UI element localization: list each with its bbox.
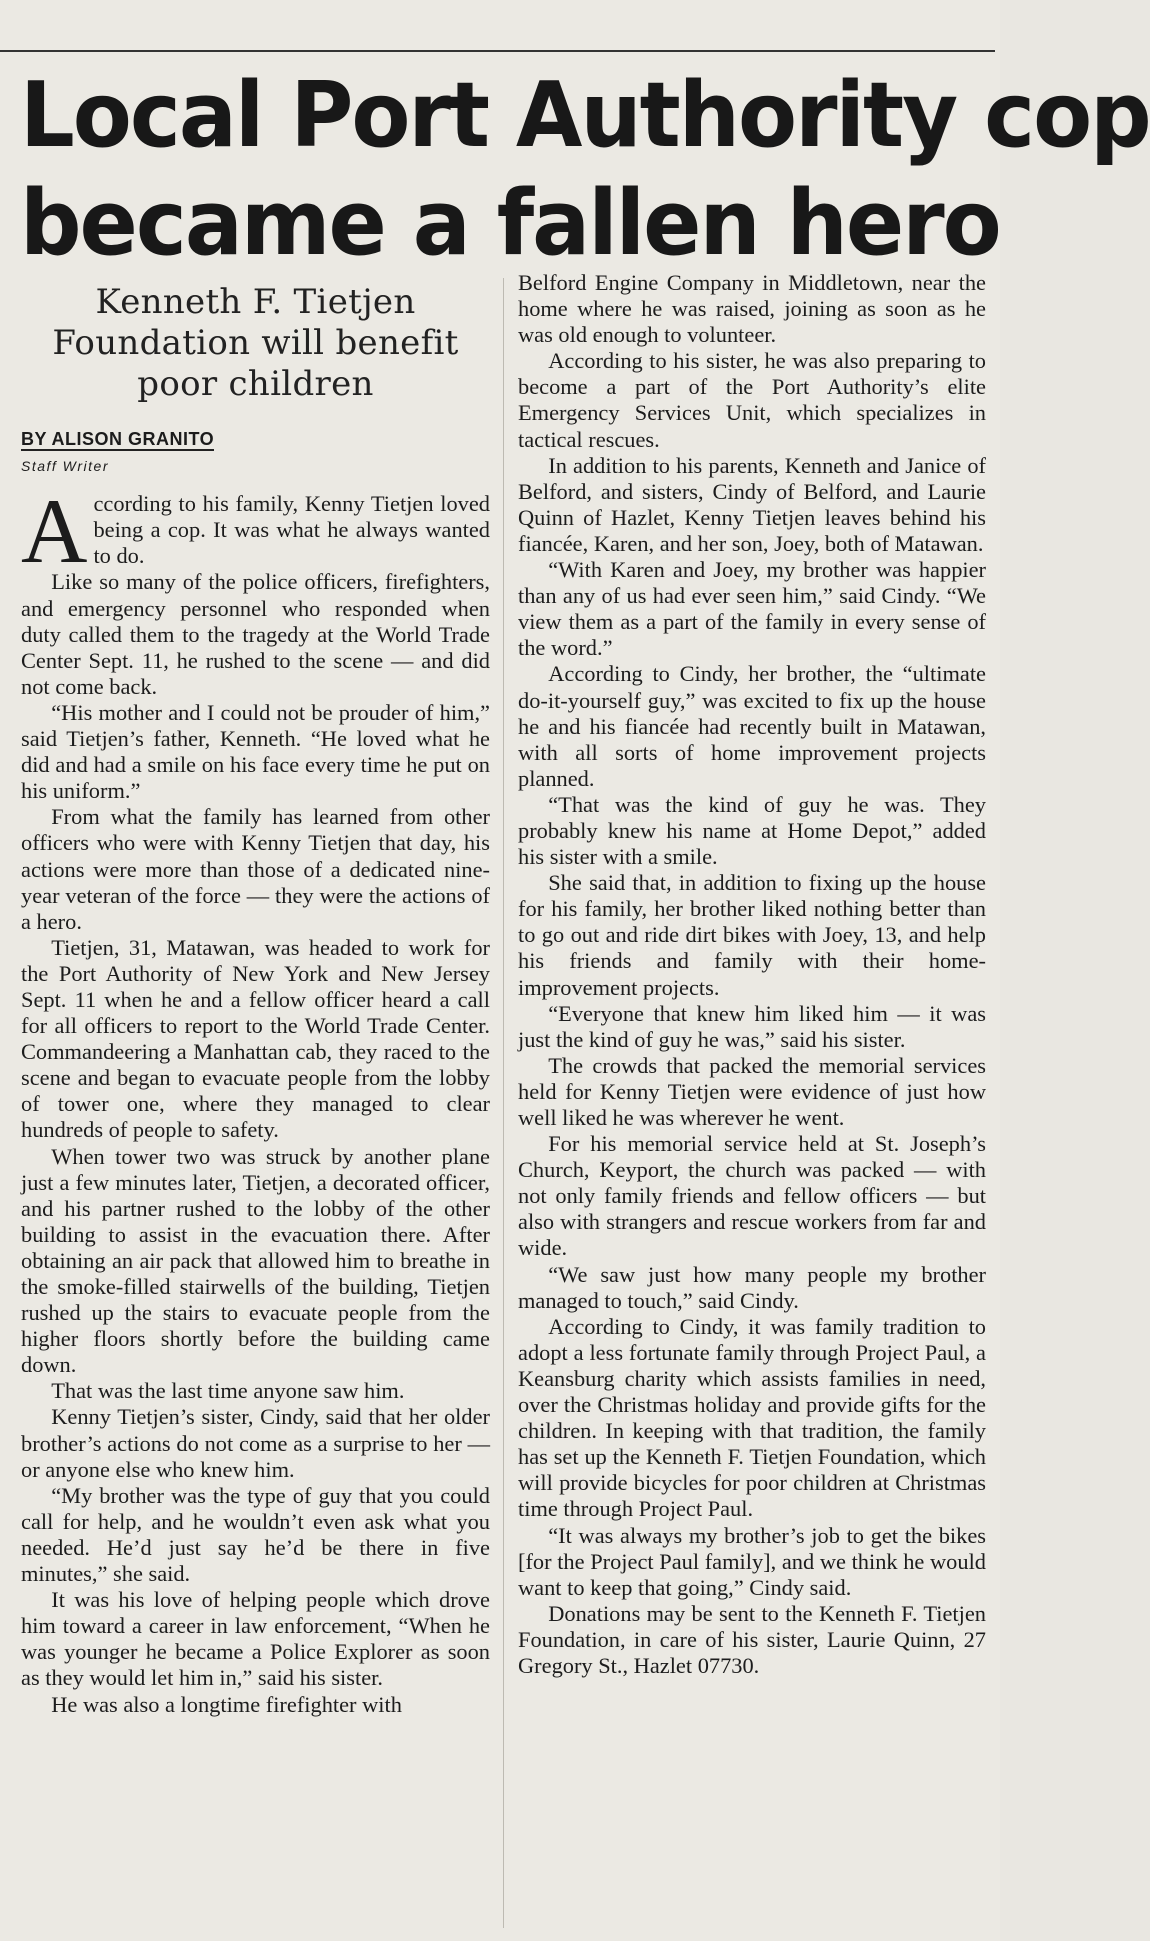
top-rule — [0, 50, 995, 52]
article-paragraph: That was the last time anyone saw him. — [51, 1378, 405, 1404]
left-column — [21, 274, 490, 1934]
article-paragraph: She said that, in addition to fixing up the house for his family, her brother liked nothing better than to go out and ride dirt bikes with Joey, 13, and help his friends and family with their home-improvement projects. — [518, 870, 986, 1000]
article-paragraph — [21, 480, 490, 583]
byline: BY ALISON GRANITO — [21, 429, 215, 449]
article-paragraph: Kenny Tietjen’s sister, Cindy, said that her older brother’s actions do not come as a surprise to her — or anyone else who knew him. — [21, 1404, 490, 1482]
article-paragraph: “With Karen and Joey, my brother was happier than any of us had ever seen him,” said Cindy. “We view them as a part of the family in every sense of the word.” — [518, 557, 986, 661]
article-paragraph: “My brother was the type of guy that you could call for help, and he wouldn’t even ask what you needed. He’d just say he’d be there in five minutes,” she said. — [21, 1482, 490, 1587]
byline-role: Staff Writer — [21, 458, 110, 475]
headline-line-1: Local Port Authority cop — [20, 63, 1150, 169]
article-paragraph: Donations may be sent to the Kenneth F. Tietjen Foundation, in care of his sister, Laurie Quinn, 27 Gregory St., Hazlet 07730. — [518, 1600, 986, 1678]
article-paragraph: Like so many of the police officers, firefighters, and emergency personnel who responded when duty called them to the tragedy at the World Trade Center Sept. 11, he rushed to the scene — and did not come back. — [21, 569, 490, 699]
paragraph-text: ccording to his family, Kenny Tietjen loved being a cop. It was what he always wanted to do. — [93, 491, 490, 569]
right-column — [518, 270, 986, 1930]
article-paragraph: “Everyone that knew him liked him — it was just the kind of guy he was,” said his sister. — [518, 1000, 986, 1052]
article-paragraph: In addition to his parents, Kenneth and Janice of Belford, and sisters, Cindy of Belford, and Laurie Quinn of Hazlet, Kenny Tietjen leaves behind his fiancée, Karen, and her son, Joey, both of Matawan. — [518, 452, 986, 556]
article-paragraph: When tower two was struck by another plane just a few minutes later, Tietjen, a decorated officer, and his partner rushed to the lobby of the other building to assist in the evacuation there. After obtaining an air pack that allowed him to breathe in the smoke-filled stairwells of the building, Tietjen rushed up the stairs to evacuate people from the higher floors shortly before the building came down. — [21, 1143, 490, 1378]
article-paragraph: According to Cindy, it was family tradition to adopt a less fortunate family through Project Paul, a Keansburg charity which assists families in need, over the Christmas holiday and provide gifts for the children. In keeping with that tradition, the family has set up the Kenneth F. Tietjen Foundation, which will provide bicycles for poor children at Christmas time through Project Paul. — [518, 1313, 986, 1522]
article-paragraph: “That was the kind of guy he was. They probably knew his name at Home Depot,” added his sister with a smile. — [518, 791, 986, 870]
article-paragraph: According to Cindy, her brother, the “ultimate do-it-yourself guy,” was excited to fix up the house he and his fiancée had recently built in Matawan, with all sorts of home improvement projects planned. — [518, 661, 986, 791]
article-paragraph: He was also a longtime firefighter with — [51, 1691, 402, 1717]
article-paragraph: “We saw just how many people my brother managed to touch,” said Cindy. — [518, 1261, 986, 1313]
article-paragraph: Tietjen, 31, Matawan, was headed to work for the Port Authority of New York and New Jersey Sept. 11 when he and a fellow officer heard a call for all officers to report to the World Trade Center. Commandeering a Manhattan cab, they raced to the scene and began to evacuate people from the lobby of tower one, where they managed to clear hundreds of people to safety. — [21, 934, 490, 1143]
article-paragraph: “It was always my brother’s job to get the bikes [for the Project Paul family], and we think he would want to keep that going,” Cindy said. — [518, 1522, 986, 1600]
article-paragraph: “His mother and I could not be prouder of him,” said Tietjen’s father, Kenneth. “He loved what he did and had a smile on his face every time he put on his uniform.” — [21, 699, 490, 804]
article-paragraph: It was his love of helping people which drove him toward a career in law enforcement, “When he was younger he became a Police Explorer as soon as they would let him in,” said his sister. — [21, 1587, 490, 1691]
headline-line-2: became a fallen hero — [20, 171, 1000, 277]
article-paragraph: According to his sister, he was also preparing to become a part of the Port Authority’s elite Emergency Services Unit, which specializes in tactical rescues. — [518, 348, 986, 452]
article-paragraph-continued: Belford Engine Company in Middletown, near the home where he was raised, joining as soon as he was old enough to volunteer. — [518, 270, 986, 348]
drop-cap: A — [21, 480, 88, 583]
article-paragraph: For his memorial service held at St. Joseph’s Church, Keyport, the church was packed — with not only family friends and fellow officers — but also with strangers and rescue workers from far and wide. — [518, 1131, 986, 1261]
article-paragraph: The crowds that packed the memorial services held for Kenny Tietjen were evidence of just how well liked he was wherever he went. — [518, 1052, 986, 1130]
subhead: Kenneth F. Tietjen Foundation will benefit poor children — [52, 282, 459, 404]
headline — [20, 62, 1150, 278]
article-paragraph: From what the family has learned from other officers who were with Kenny Tietjen that day, his actions were more than those of a dedicated nine-year veteran of the force — they were the actions of a hero. — [21, 804, 490, 934]
column-divider — [503, 278, 504, 1928]
